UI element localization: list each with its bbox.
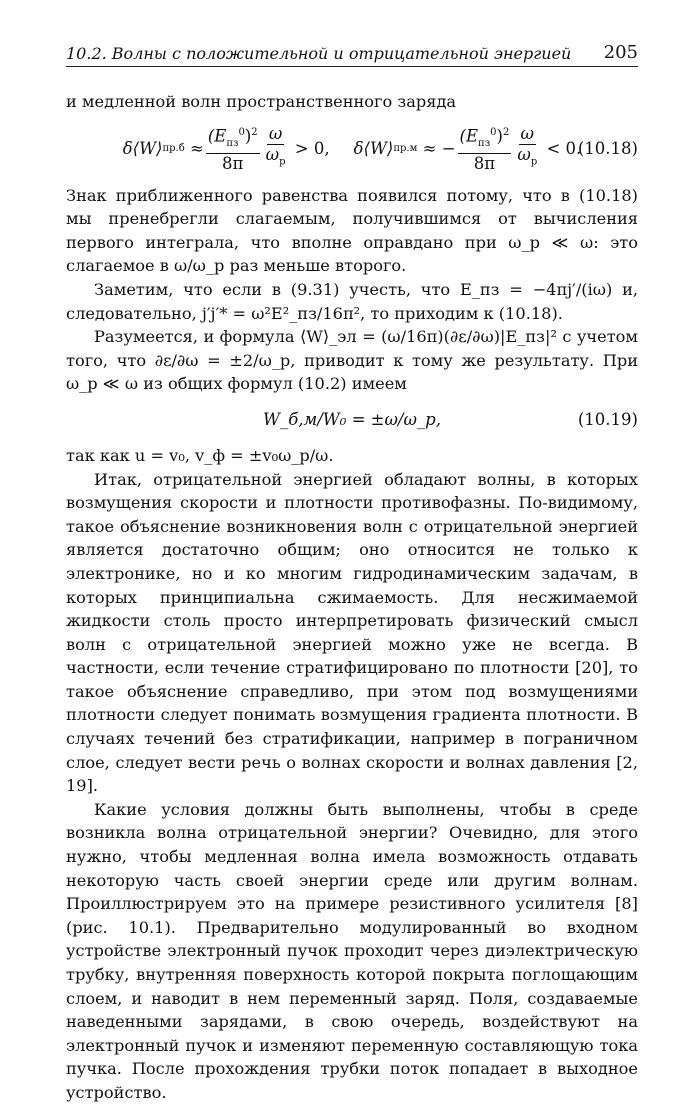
equation-10-18: δ⟨W⟩ пр.б ≈ $\frac{(E_{пз}^0)^2}{8\pi}$ $\frac{\omega}{\omega_p}$ > 0, δ⟨W⟩ пр.м ≈ − $\frac{(E_{пз}^0)^2}{8\pi}$ $\frac{\omega}{\omega_p}$ < 0. (10.18) (122, 124, 638, 174)
running-header (66, 40, 638, 67)
paragraph: Заметим, что если в (9.31) учесть, что E_пз = −4πj′/(iω) и, следовательно, j′j′* = ω²E²_пз/16π², то приходим к (10.18). (66, 279, 638, 323)
equation-number: (10.18) (577, 138, 638, 158)
page-number: 205 (603, 42, 638, 63)
omega-fraction-2: $\frac{\omega}{\omega_p}$ (517, 124, 538, 168)
equation-intro: и медленной волн пространственного заряда (66, 92, 457, 111)
paragraph: Какие условия должны быть выполнены, чтобы в среде возникла волна отрицательной энергии? Очевидно, для этого нужно, чтобы медленная волна имела возможность отдавать некоторую часть своей энергии среде или другим волнам. Проиллюстрируем это на примере резистивного усилителя [8] (рис. 10.1). Предварительно модулированный во входном устройстве электронный пучок проходит через диэлектрическую трубку, внутренняя поверхность которой покрыта поглощающим слоем, и наводит в нем переменный заряд. Поля, создаваемые наведенными зарядами, в свою очередь, воздействуют на электронный пучок и изменяют переменную составляющую тока пучка. После прохождения трубки поток попадает в выходное устройство. (66, 799, 638, 1102)
equation-number: (10.19) (577, 410, 638, 430)
equation-10-19: W_б,м/W₀ = ±ω/ω_p, (10.19) (66, 396, 638, 444)
paragraph: Разумеется, и формула ⟨W⟩_эл = (ω/16π)(∂ε/∂ω)|E_пз|² с учетом того, что ∂ε/∂ω = ±2/ω_p, приводит к тому же результату. При ω_p ≪ ω из общих формул (10.2) имеем (66, 327, 638, 394)
energy-fraction: $\frac{(E_{пз}^0)^2}{8\pi}$ (206, 123, 260, 175)
energy-fraction-2: $\frac{(E_{пз}^0)^2}{8\pi}$ (458, 123, 512, 175)
paragraph: так как u = v₀, v_ф = ±v₀ω_p/ω. (66, 445, 334, 465)
paragraph: Знак приближенного равенства появился потому, что в (10.18) мы пренебрегли слагаемым, получившимся от вычисления первого интеграла, что вполне оправдано при ω_p ≪ ω: это слагаемое в ω/ω_p раз меньше второго. (66, 185, 638, 276)
paragraph: Итак, отрицательной энергией обладают волны, в которых возмущения скорости и плотности противофазны. По-видимому, такое объяснение возникновения волн с отрицательной энергией является достаточно общим; оно относится не только к электронике, но и ко многим гидродинамическим задачам, в которых принципиальна сжимаемость. Для несжимаемой жидкости столь просто интерпретировать физический смысл волн с отрицательной энергией можно уже не всегда. В частности, если течение стратифицировано по плотности [20], то такое объяснение справедливо, при этом под возмущениями плотности следует понимать возмущения градиента плотности. В случаях течений без стратификации, например в пограничном слое, следует вести речь о волнах скорости и волнах давления [2, 19]. (66, 469, 638, 796)
omega-fraction: $\frac{\omega}{\omega_p}$ (265, 124, 286, 168)
section-title: 10.2. Волны с положительной и отрицательной энергией (66, 44, 572, 63)
page-body (66, 90, 638, 1105)
